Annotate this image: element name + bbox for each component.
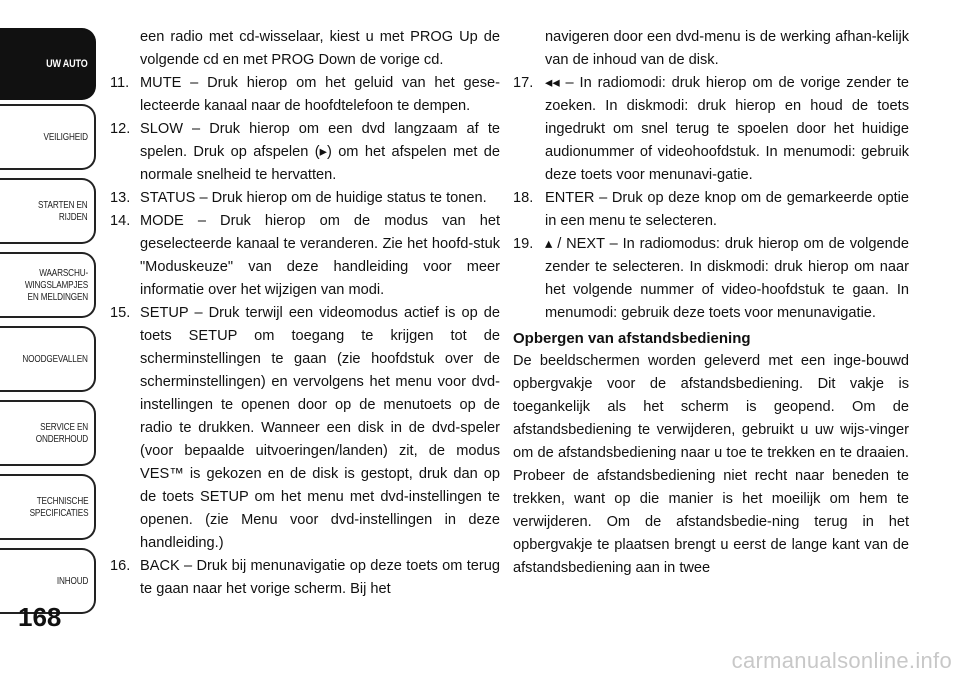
item-number: 13. — [110, 190, 131, 206]
tab-label: STARTEN EN RIJDEN — [38, 199, 88, 223]
list-item — [513, 72, 909, 187]
list-item — [110, 302, 500, 555]
item-text: ◂◂ – In radiomodi: druk hierop om de vorige zender te zoeken. In diskmodi: druk hierop en houd de toets ingedrukt om snel terug te spoelen door het huidige audionummer of videohoofdstuk. In menumodi: gebruik deze toets voor menunavi-gatie. — [545, 75, 909, 183]
right-column — [513, 26, 909, 580]
section-heading: Opbergen van afstandsbediening — [513, 330, 751, 347]
item-text: SETUP – Druk terwijl een videomodus actief is op de toets SETUP om toegang te krijgen tot de scherminstellingen te gaan (zie hoofdstuk over de scherminstellingen) en vervolgens het menu voor dvd-instellingen te openen door op de menutoets op de radio te drukken. Wanneer een disk in de dvd-speler (voor bepaalde uitvoeringen/landen) zit, de modus VES™ is gekozen en de disk is gestopt, druk dan op de toets SETUP om het menu met dvd-instellingen te openen. (zie Menu voor dvd-instellingen in deze handleiding.) — [140, 305, 500, 551]
tab-label: INHOUD — [56, 575, 88, 587]
tab-veiligheid[interactable] — [0, 104, 96, 170]
list-item — [110, 210, 500, 302]
item-text: BACK – Druk bij menunavigatie op deze toets om terug te gaan naar het vorige scherm. Bij het — [140, 558, 500, 597]
item-number: 19. — [513, 236, 534, 252]
continuation-text: navigeren door een dvd-menu is de werking afhan-kelijk van de inhoud van de disk. — [545, 29, 909, 68]
item-text: SLOW – Druk hierop om een dvd langzaam af te spelen. Druk op afspelen (▸) om het afspelen met de normale snelheid te hervatten. — [140, 121, 500, 183]
item-text: MODE – Druk hierop om de modus van het geselecteerde kanaal te veranderen. Zie het hoofd-stuk "Moduskeuze" van deze handleiding voor meer informatie over het wijzigen van modi. — [140, 213, 500, 298]
tab-uw-auto[interactable] — [0, 28, 96, 100]
item-number: 12. — [110, 121, 131, 137]
tab-starten-en-rijden[interactable] — [0, 178, 96, 244]
body-paragraph: De beeldschermen worden geleverd met een inge-bouwd opbergvakje voor de afstandsbediening. Dit vakje is toegankelijk als het scherm is geopend. Om de afstandsbediening te verwijderen, gebruikt u uw wijs-vinger om de afstandsbediening naar u toe te trekken en te draaien. Probeer de afstandsbediening niet recht naar beneden te trekken, want op die manier is het moeilijk om hem te verwijderen. Om de afstandsbedie-ning terug in het opbergvakje te plaatsen brengt u eerst de lange kant van de afstandsbediening aan in twee — [513, 353, 909, 576]
list-item — [513, 187, 909, 233]
tab-label: SERVICE EN ONDERHOUD — [35, 421, 88, 445]
tab-label: VEILIGHEID — [43, 131, 88, 143]
tab-noodgevallen[interactable] — [0, 326, 96, 392]
tab-technische-specificaties[interactable] — [0, 474, 96, 540]
item-number: 17. — [513, 75, 534, 91]
list-item — [110, 555, 500, 601]
item-number: 14. — [110, 213, 131, 229]
tab-label: UW AUTO — [46, 58, 88, 70]
list-item — [110, 118, 500, 187]
item-number: 16. — [110, 558, 131, 574]
list-item — [110, 72, 500, 118]
item-number: 18. — [513, 190, 534, 206]
tab-label: TECHNISCHE SPECIFICATIES — [29, 495, 88, 519]
tab-waarschuwingslampjes[interactable] — [0, 252, 96, 318]
item-number: 11. — [110, 75, 130, 91]
page-number: 168 — [18, 602, 62, 632]
item-number: 15. — [110, 305, 131, 321]
tab-service-en-onderhoud[interactable] — [0, 400, 96, 466]
left-column — [110, 26, 500, 601]
tab-label: NOODGEVALLEN — [22, 353, 88, 365]
item-text: ▴ / NEXT – In radiomodus: druk hierop om de volgende zender te selecteren. In diskmodi: druk hierop om naar het volgende nummer of video-hoofdstuk te gaan. In menumodi: gebruik deze toets voor menunavigatie. — [545, 236, 909, 321]
watermark: carmanualsonline.info — [731, 648, 952, 673]
item-text: MUTE – Druk hierop om het geluid van het gese-lecteerde kanaal naar de hoofdtelefoon te dempen. — [140, 75, 500, 114]
intro-text: een radio met cd-wisselaar, kiest u met PROG Up de volgende cd en met PROG Down de vorige cd. — [140, 29, 500, 68]
item-text: STATUS – Druk hierop om de huidige status te tonen. — [140, 190, 487, 206]
list-item — [513, 233, 909, 325]
item-text: ENTER – Druk op deze knop om de gemarkeerde optie in een menu te selecteren. — [545, 190, 909, 229]
tab-label: WAARSCHU- WINGSLAMPJES EN MELDINGEN — [24, 267, 88, 303]
list-item — [110, 187, 500, 210]
